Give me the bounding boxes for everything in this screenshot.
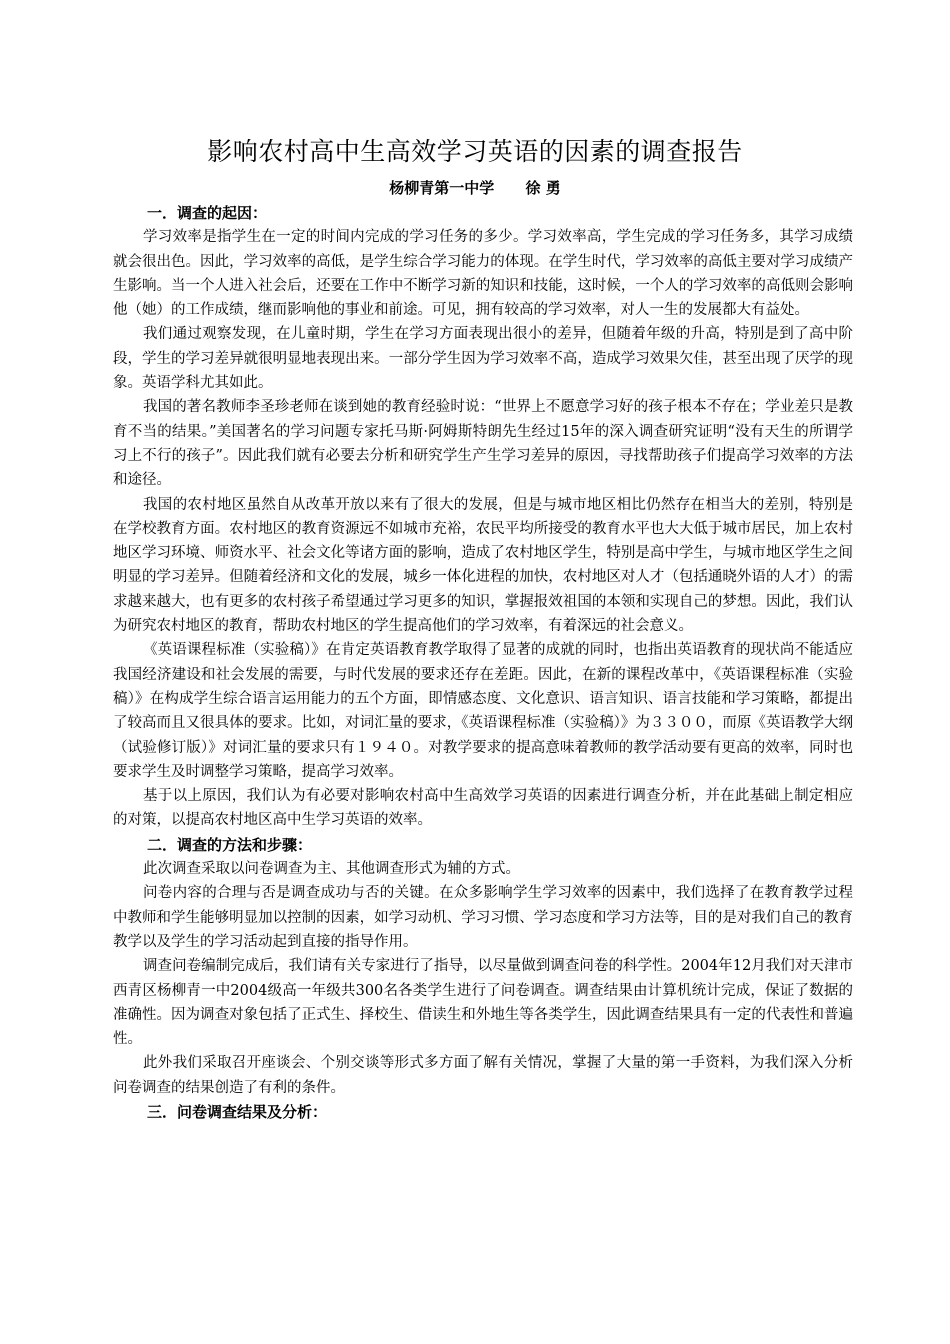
- section-heading: 一．调查的起因：: [147, 204, 268, 222]
- section-method: [113, 833, 853, 1100]
- paragraph: 此外我们采取召开座谈会、个别交谈等形式多方面了解有关情况，掌握了大量的第一手资料，为我们深入分析问卷调查的结果创造了有利的条件。: [113, 1055, 853, 1096]
- section-results: [113, 1100, 853, 1124]
- paragraph: 基于以上原因，我们认为有必要对影响农村高中生高效学习英语的因素进行调查分析，并在此基础上制定相应的对策，以提高农村地区高中生学习英语的效率。: [113, 788, 853, 829]
- paragraph: 学习效率是指学生在一定的时间内完成的学习任务的多少。学习效率高，学生完成的学习任务多，其学习成绩就会很出色。因此，学习效率的高低，是学生综合学习能力的体现。在学生时代，学习效率的高低主要对学习成绩产生影响。当一个人进入社会后，还要在工作中不断学习新的知识和技能，这时候，一个人的学习效率的高低则会影响他（她）的工作成绩，继而影响他的事业和前途。可见，拥有较高的学习效率，对人一生的发展都大有益处。: [113, 229, 853, 319]
- paragraph: 我国的著名教师李圣珍老师在谈到她的教育经验时说：“世界上不愿意学习好的孩子根本不存在；学业差只是教育不当的结果。”美国著名的学习问题专家托马斯·阿姆斯特朗先生经过15年的深入调查研究证明“没有天生的所谓学习上不行的孩子”。因此我们就有必要去分析和研究学生产生学习差异的原因，寻找帮助孩子们提高学习效率的方法和途径。: [113, 399, 853, 489]
- document-body: [113, 201, 853, 1124]
- paragraph: 此次调查采取以问卷调查为主、其他调查形式为辅的方式。: [143, 861, 520, 878]
- paragraph: 我们通过观察发现，在儿童时期，学生在学习方面表现出很小的差异，但随着年级的升高，特别是到了高中阶段，学生的学习差异就很明显地表现出来。一部分学生因为学习效率不高，造成学习效果欠佳，甚至出现了厌学的现象。英语学科尤其如此。: [113, 326, 853, 392]
- author-line: 杨柳青第一中学 徐 勇: [389, 179, 561, 197]
- section-cause: [113, 201, 853, 833]
- paragraph: 我国的农村地区虽然自从改革开放以来有了很大的发展，但是与城市地区相比仍然存在相当大的差别，特别是在学校教育方面。农村地区的教育资源远不如城市充裕，农民平均所接受的教育水平也大大低于城市居民，加上农村地区学习环境、师资水平、社会文化等诸方面的影响，造成了农村地区学生，特别是高中学生，与城市地区学生之间明显的学习差异。但随着经济和文化的发展，城乡一体化进程的加快，农村地区对人才（包括通晓外语的人才）的需求越来越大，也有更多的农村孩子希望通过学习更多的知识，掌握报效祖国的本领和实现自己的梦想。因此，我们认为研究农村地区的教育，帮助农村地区的学生提高他们的学习效率，有着深远的社会意义。: [113, 496, 853, 635]
- paragraph: 问卷内容的合理与否是调查成功与否的关键。在众多影响学生学习效率的因素中，我们选择了在教育教学过程中教师和学生能够明显加以控制的因素，如学习动机、学习习惯、学习态度和学习方法等，目的是对我们自己的教育教学以及学生的学习活动起到直接的指导作用。: [113, 885, 853, 950]
- paragraph: 调查问卷编制完成后，我们请有关专家进行了指导，以尽量做到调查问卷的科学性。2004年12月我们对天津市西青区杨柳青一中2004级高一年级共300名各类学生进行了问卷调查。调查结果由计算机统计完成，保证了数据的准确性。因为调查对象包括了正式生、择校生、借读生和外地生等各类学生，因此调查结果具有一定的代表性和普遍性。: [113, 958, 853, 1048]
- document-title: 影响农村高中生高效学习英语的因素的调查报告: [207, 137, 743, 166]
- section-heading: 二．调查的方法和步骤：: [147, 835, 313, 854]
- paragraph: 《英语课程标准（实验稿）》在肯定英语教育教学取得了显著的成就的同时，也指出英语教育的现状尚不能适应我国经济建设和社会发展的需要，与时代发展的要求还存在差距。因此，在新的课程改革中，《英语课程标准（实验稿）》在构成学生综合语言运用能力的五个方面，即情感态度、文化意识、语言知识、语言技能和学习策略，都提出了较高而且又很具体的要求。比如，对词汇量的要求，《英语课程标准（实验稿）》为３３００，而原《英语教学大纲（试验修订版）》对词汇量的要求只有１９４０。对教学要求的提高意味着教师的教学活动要有更高的效率，同时也要求学生及时调整学习策略，提高学习效率。: [113, 642, 853, 780]
- section-heading: 三．问卷调查结果及分析：: [147, 1102, 328, 1121]
